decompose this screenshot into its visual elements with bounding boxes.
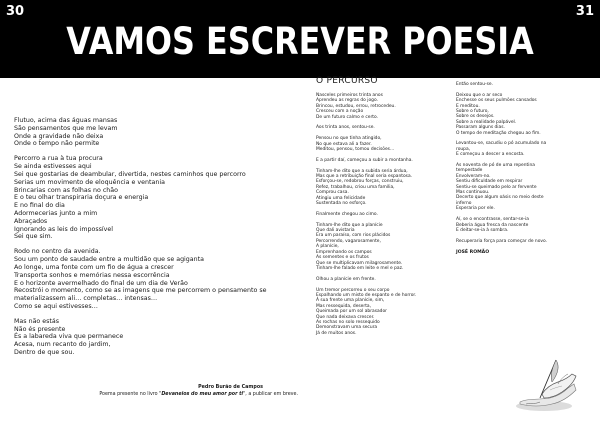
poem-1-line: materializassem ali… completas… intensas… [14, 295, 158, 303]
poem-2-line: Então sentou-se. [456, 82, 493, 87]
poem-2-line: As sementes e os frutos [316, 255, 369, 261]
poem-2-line: Sobre os desejos. [456, 114, 495, 120]
poem-2-body-right [456, 82, 586, 244]
poem-1-line: És a labareda viva que permanece [14, 333, 124, 341]
poem-2-line: Aí, se o encontrasse, sentar-se-ia [456, 217, 529, 223]
poem-1-line: Se ainda estivesses aqui [14, 163, 92, 171]
poem-2-line: E começou a descer a encosta. [456, 152, 525, 158]
poem-2-line: Decerto que algum oásis no meio deste [456, 195, 544, 201]
poem-1-line: E o teu olhar transpiraria doçura e energia [14, 194, 149, 202]
poem-2-line: Que se multiplicavam milagrosamente. [316, 260, 403, 266]
poem-1-author: Pedro Burão de Campos [198, 385, 263, 390]
poem-2-line: tempestade [456, 168, 483, 174]
poem-1-line: Recostrói o momento, como se as imagens que me percorrem o pensamento se [14, 287, 267, 295]
poem-1-stanza [14, 155, 299, 241]
poem-2-line: Deixou que o ar seco [456, 92, 503, 98]
page-number-left: 30 [6, 4, 25, 19]
poem-2-line: Mas que a retribuição final seria espantosa. [316, 174, 413, 180]
poem-2-line: À sua frente uma planície, sim, [316, 298, 385, 304]
poem-1-line: Transporta sonhos e memórias nessa escorrência [14, 271, 170, 279]
poem-2-line: As noventa de pó de uma repentina [456, 163, 535, 169]
poem-2-column-right [456, 82, 586, 255]
poem-1-stanza [14, 117, 299, 148]
poem-2-line: Brincou, estudou, errou, retrocedeu. [316, 103, 396, 109]
poem-2-line: Era um paraíso, com rios plácidos [316, 233, 391, 239]
poem-2-line: Espalhando um misto de espanto e de horror. [316, 292, 417, 298]
poem-1-book-title: Devaneios do meu amor por ti [161, 392, 244, 397]
poem-2-line: Esperaria por ele. [456, 206, 495, 212]
poem-2-line: As rochas no solo ressequido [316, 319, 380, 325]
poem-2-line: Cresceu com a noção [316, 109, 364, 115]
poem-2-line: Queimada por um sol abrasador [316, 309, 387, 315]
poem-2-line: Levantou-se, sacudiu o pó acumulado na [456, 141, 547, 147]
poem-1-line: Não és presente [14, 325, 66, 333]
poem-2-line: Sustentada no esforço. [316, 201, 367, 207]
poem-2-line: De um futuro calmo e certo. [316, 114, 378, 120]
poem-1-line: São pensamentos que me levam [14, 124, 118, 132]
poem-2-stanza [456, 141, 586, 157]
poem-2-line: Finalmente chegou ao cimo. [316, 211, 378, 217]
poem-2-line: Que dali avistaria [316, 228, 355, 234]
poem-2-stanza [456, 239, 586, 244]
poem-2-title: O PERCURSO [316, 76, 378, 86]
poem-2-line: Olhou a planície em frente. [316, 276, 376, 282]
poem-2-stanza [316, 277, 442, 282]
poem-1-stanza [14, 318, 299, 357]
poem-1-line: Percorro a rua à tua procura [14, 155, 103, 163]
poem-1-line: E o horizonte avermelhado do final de um dia de Verão [14, 279, 188, 287]
poem-2-stanza [316, 212, 442, 217]
poem-2-stanza [316, 125, 442, 130]
poem-2-line: Tinham-lhe dito que a subida seria árdua, [316, 168, 408, 174]
poem-2-line: Sobre a realidade palpável. [456, 119, 517, 125]
poem-1-line: Serias um movimento de eloquência e ventania [14, 178, 165, 186]
poem-2-body-left [316, 93, 442, 336]
poem-1-line: Ao longe, uma fonte com um fio de água a crescer [14, 263, 174, 271]
poem-2-line: Meditou, pensou, tomou decisões… [316, 147, 395, 153]
poem-2-column-left [316, 76, 442, 342]
poem-2-stanza [456, 163, 586, 212]
poem-2-line: Percorrendo, vagarosamente, [316, 238, 381, 244]
poem-1-stanza [14, 248, 299, 310]
poem-2-line: Sentiu-se queimado pelo ar fervente [456, 184, 537, 190]
poem-2-line: Emprenhando os campos [316, 249, 372, 255]
poem-2-stanza [316, 169, 442, 207]
poem-2-stanza [456, 93, 586, 136]
poem-1-line: E no final do dia [14, 202, 65, 210]
poem-2-line: inferno [456, 200, 472, 206]
page-title: VAMOS ESCREVER POESIA [66, 20, 534, 63]
poem-2-line: No que estava ali a fazer. [316, 141, 372, 147]
poem-2-line: Beberia água fresca da nascente [456, 222, 529, 228]
poem-2-line: Comprou casa. [316, 190, 349, 196]
poem-2-line: Tinham-lhe falado em leite e mel e paz. [316, 265, 404, 271]
poem-1-line: Rodo no centro da avenida. [14, 248, 101, 256]
poem-2-stanza [316, 288, 442, 337]
poem-2-line: Envolveram-no. [456, 173, 491, 179]
poem-1-line: Acesa, num recanto do jardim, [14, 341, 111, 349]
poem-2-line: Pensou no que tinha atingido, [316, 136, 382, 142]
poem-1-line: Onde o tempo não permite [14, 140, 100, 148]
poem-1-line: Abraçados [14, 217, 48, 225]
poem-2-line: Sobre o futuro, [456, 109, 489, 115]
poem-1-line: Flutuo, acima das águas mansas [14, 117, 118, 124]
poem-2-line: Aprendeu as regras do jogo. [316, 98, 378, 104]
poem-2-line: Enchesse os seus pulmões cansados [456, 98, 537, 104]
poem-2-line: Aos trinta anos, sentou-se. [316, 125, 375, 131]
poem-2-line: Que nada deixava crescer. [316, 314, 375, 320]
poem-1-line: Sou um ponto de saudade entre a multidão que se agiganta [14, 256, 204, 264]
title-banner [0, 0, 600, 78]
poem-2-line: Demonstravam uma secura [316, 325, 378, 331]
poem-1-line: Onde a gravidade não deixa [14, 132, 104, 140]
poem-2-line: Passaram alguns dias. [456, 125, 505, 131]
hand-writing-with-quill-icon [514, 354, 580, 414]
poem-1-line: Mas não estás [14, 317, 60, 325]
poem-2-line: E meditou. [456, 103, 480, 109]
poem-1-line: Sei que sim. [14, 233, 53, 241]
poem-2-stanza [316, 158, 442, 163]
poem-1-line: Brincarias com as folhas no chão [14, 186, 119, 194]
poem-1-line: Como se aqui estivesses… [14, 302, 98, 310]
poem-2-line: Recuperaria força para começar de novo. [456, 238, 547, 244]
poem-2-stanza [316, 136, 442, 152]
poem-1-source: Poema presente no livro "Devaneios do meu amor por ti", a publicar em breve. [99, 392, 298, 397]
poem-2-stanza [456, 82, 586, 87]
poem-1-line: Dentro de que sou. [14, 349, 75, 357]
poem-2-line: E deitar-se-ia à sombra. [456, 227, 509, 233]
poem-2-line: Um tremor percorreu o seu corpo [316, 287, 390, 293]
poem-2-stanza [316, 93, 442, 120]
poem-2-line: A planície, [316, 244, 339, 250]
poem-2-stanza [456, 217, 586, 233]
poem-1-body [14, 117, 299, 364]
poem-2-line: Nasceles primeiros trinta anos [316, 93, 383, 98]
poem-2-line: roupa, [456, 146, 471, 152]
poem-2-line: Já de muitos anos. [316, 330, 357, 336]
poem-2-line: Sentiu dificuldade em respirar [456, 179, 523, 185]
poem-1-line: Adormecerias junto a mim [14, 209, 98, 217]
poem-2-line: Refez, trabalhou, criou uma família, [316, 184, 395, 190]
poem-2-line: Esforçou-se, redobrou forças, construiu, [316, 179, 404, 185]
page-number-right: 31 [575, 4, 594, 19]
poem-2-line: Tinham-lhe dito que a planície [316, 222, 383, 228]
poem-2-line: O tempo de meditação chegou ao fim. [456, 130, 541, 136]
poem-2-line: Atingiu uma felicidade [316, 195, 366, 201]
poem-2-line: E a partir daí, começou a subir a montanha. [316, 157, 413, 163]
poem-2-line: Mas ressequida, deserta, [316, 303, 371, 309]
poem-2-line: Mas continuou. [456, 190, 490, 196]
poem-2-stanza [316, 223, 442, 272]
poem-1-line: Sei que gostarias de deambular, divertida, nestes caminhos que percorro [14, 170, 246, 178]
poem-1-line: Ignorando as leis do impossível [14, 225, 114, 233]
poem-2-author: JOSÉ ROMÃO [456, 249, 490, 255]
